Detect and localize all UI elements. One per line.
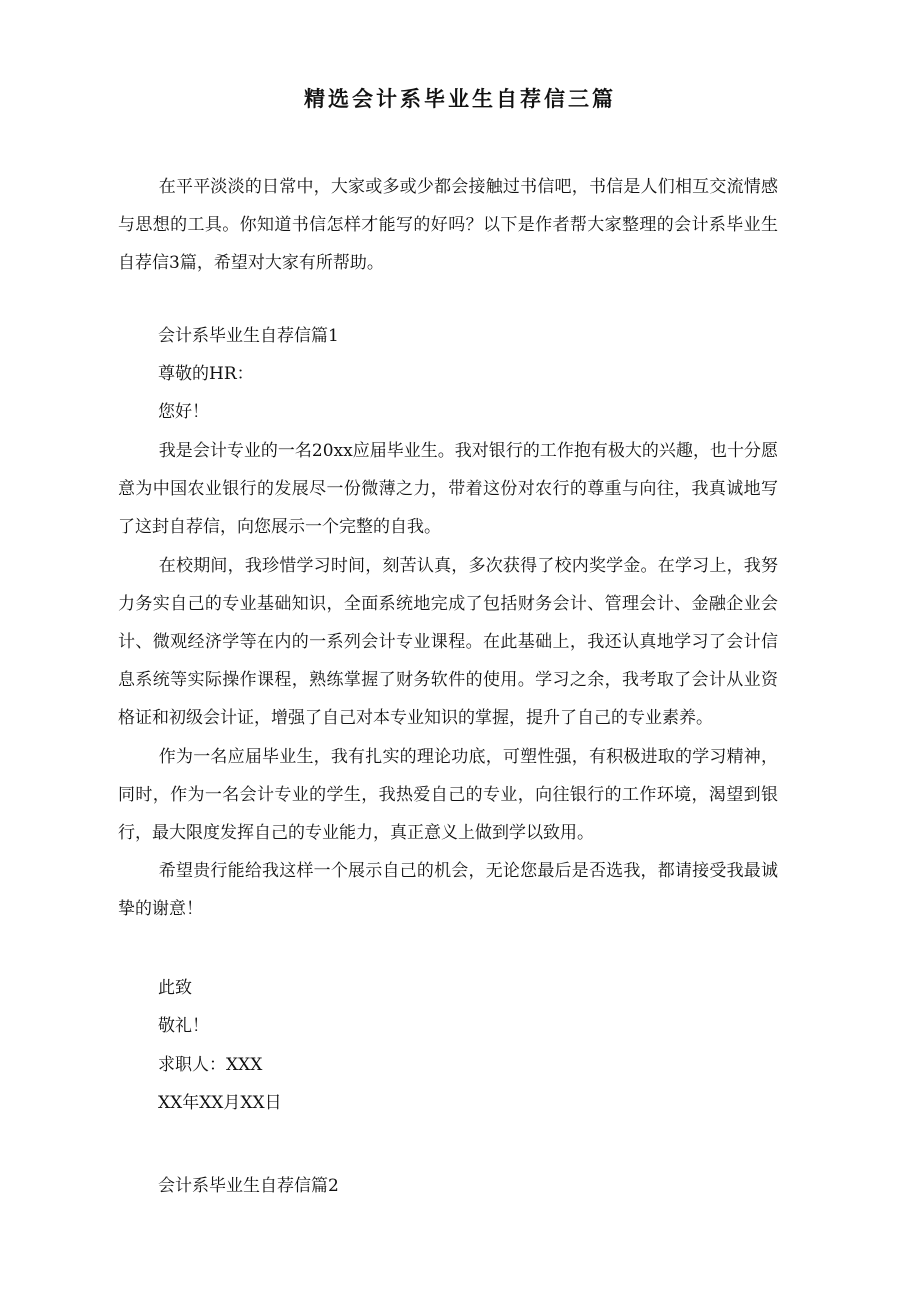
letter1-body	[118, 432, 778, 929]
body-paragraph: 在校期间，我珍惜学习时间，刻苦认真，多次获得了校内奖学金。在学习上，我努力务实自己的专业基础知识，全面系统地完成了包括财务会计、管理会计、金融企业会计、微观经济学等在内的一系列会计专业课程。在此基础上，我还认真地学习了会计信息系统等实际操作课程，熟练掌握了财务软件的使用。学习之余，我考取了会计从业资格证和初级会计证，增强了自己对本专业知识的掌握，提升了自己的专业素养。	[118, 555, 778, 729]
letter2-heading: 会计系毕业生自荐信篇2	[158, 1176, 339, 1196]
letter1-greeting: 您好！	[158, 402, 209, 422]
body-paragraph: 希望贵行能给我这样一个展示自己的机会，无论您最后是否选我，都请接受我最诚挚的谢意！	[118, 861, 778, 920]
document-title: 精选会计系毕业生自荐信三篇	[304, 86, 616, 111]
letter1-closing-1: 此致	[158, 978, 192, 998]
body-paragraph: 我是会计专业的一名20xx应届毕业生。我对银行的工作抱有极大的兴趣，也十分愿意为中国农业银行的发展尽一份微薄之力，带着这份对农行的尊重与向往，我真诚地写了这封自荐信，向您展示一个完整的自我。	[118, 441, 778, 538]
letter1-salutation: 尊敬的HR：	[158, 364, 254, 384]
body-paragraph: 作为一名应届毕业生，我有扎实的理论功底，可塑性强，有积极进取的学习精神，同时，作为一名会计专业的学生，我热爱自己的专业，向往银行的工作环境，渴望到银行，最大限度发挥自己的专业能力，真正意义上做到学以致用。	[118, 746, 778, 844]
intro-paragraph: 在平平淡淡的日常中，大家或多或少都会接触过书信吧，书信是人们相互交流情感与思想的工具。你知道书信怎样才能写的好吗？以下是作者帮大家整理的会计系毕业生自荐信3篇，希望对大家有所帮助。	[118, 177, 778, 274]
letter1-closing-2: 敬礼！	[158, 1016, 209, 1036]
letter1-date: XX年XX月XX日	[158, 1093, 282, 1113]
intro-section	[118, 168, 778, 283]
letter1-signature: 求职人：XXX	[158, 1055, 263, 1075]
letter1-heading: 会计系毕业生自荐信篇1	[158, 326, 339, 346]
